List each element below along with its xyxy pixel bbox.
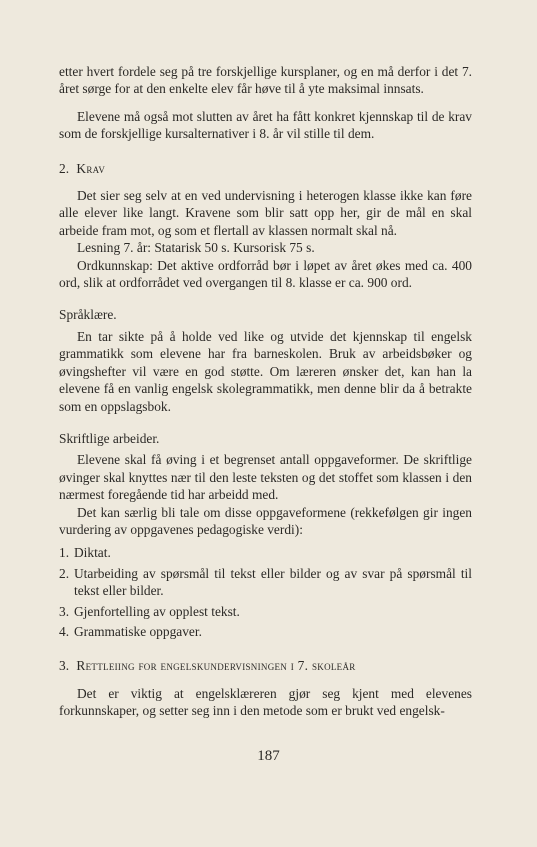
list-item: 2. Utarbeiding av spørsmål til tekst eller bilder og av svar på spørsmål til tekst eller bilder. (59, 565, 472, 599)
section-title: Krav (76, 160, 106, 176)
paragraph: Det kan særlig bli tale om disse oppgaveformene (rekkefølgen gir ingen vurdering av oppgavenes pedagogiske verdi): (59, 504, 472, 537)
paragraph-vocabulary: Ordkunnskap: Det aktive ordforråd bør i løpet av året økes med ca. 400 ord, slik at ordforrådet ved overgangen til 8. klasse er ca. 900 ord. (59, 257, 472, 291)
section-2-heading (59, 160, 472, 177)
paragraph-continuation: etter hvert fordele seg på tre forskjellige kursplaner, og en må derfor i det 7. året sørge for at den enkelte elev får høve til å yte maksimal innsats. (59, 64, 472, 97)
page-number: 187 (257, 748, 280, 764)
paragraph: Det er viktig at engelsklæreren gjør seg kjent med elevenes forkunnskaper, og setter seg inn i den metode som er brukt ved engelsk- (59, 685, 472, 719)
section-number: 3. (59, 658, 70, 674)
section-number: 2. (59, 160, 70, 176)
task-list (59, 544, 472, 640)
paragraph: En tar sikte på å holde ved like og utvide det kjennskap til engelsk grammatikk som elevene har fra barneskolen. Bruk av arbeidsbøker og øvingshefter vil være en god støtte. Om læreren ønsker det, kan han la elevene få en vanlig engelsk skolegrammatikk, men denne blir da å betrakte som en oppslagsbok. (59, 328, 472, 414)
paragraph: Elevene må også mot slutten av året ha fått konkret kjennskap til de krav som de forskjellige kursalternativer i 8. år vil stille til dem. (59, 108, 472, 142)
section-title: Rettleiing for engelskundervisningen i 7. skoleår (76, 658, 356, 674)
paragraph: Elevene skal få øving i et begrenset antall oppgaveformer. De skriftlige øvinger skal knyttes nær til den leste teksten og det stoffet som klassen i den nærmest foregående tid har arbeidd med. (59, 452, 472, 503)
list-item: 1. Diktat. (59, 545, 111, 561)
section-3-heading (59, 657, 472, 674)
paragraph: Det sier seg selv at en ved undervisning i heterogen klasse ikke kan føre alle elever like langt. Kravene som blir satt opp her, gir de mål en skal arbeide fram mot, og som et flertall av klassen normalt skal nå. (59, 188, 472, 238)
subheading-skrift: Skriftlige arbeider. (59, 430, 160, 446)
paragraph-reading: Lesning 7. år: Statarisk 50 s. Kursorisk 75 s. (77, 240, 315, 256)
list-item: 3. Gjenfortelling av opplest tekst. (59, 603, 240, 619)
subheading-sprak: Språklære. (59, 307, 117, 323)
list-item: 4. Grammatiske oppgaver. (59, 623, 202, 639)
